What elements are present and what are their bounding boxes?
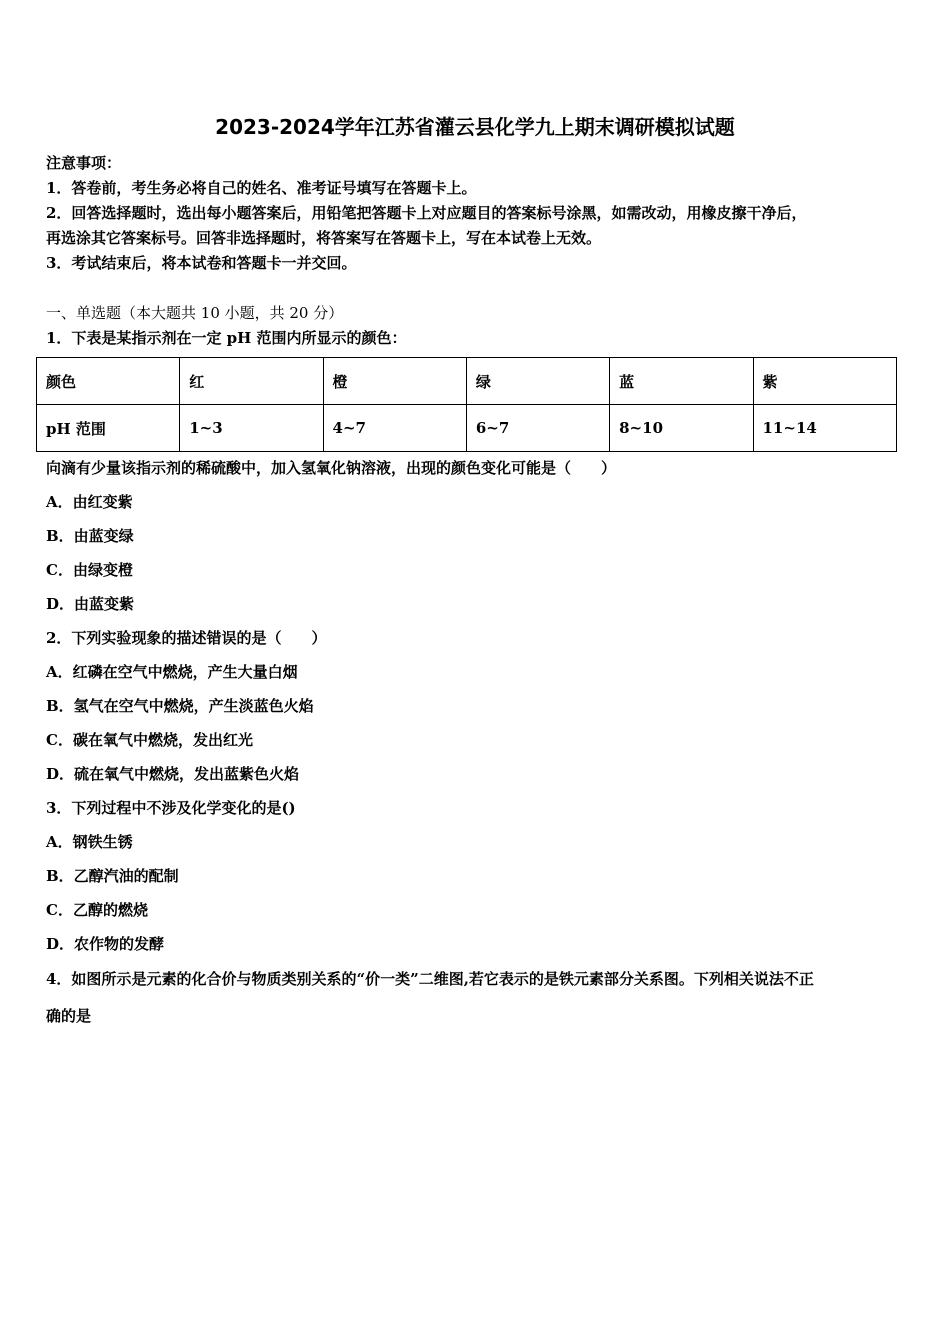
answer-option: B．氢气在空气中燃烧，产生淡蓝色火焰	[46, 697, 314, 715]
answer-option: D．由蓝变紫	[46, 595, 135, 613]
notice-item: 1．答卷前，考生务必将自己的姓名、准考证号填写在答题卡上。	[46, 179, 477, 197]
table-cell: 绿	[466, 358, 609, 405]
table-cell: 6~7	[466, 405, 609, 452]
table-cell: 颜色	[37, 358, 180, 405]
table-cell: 4~7	[323, 405, 466, 452]
ph-color-table	[36, 357, 897, 452]
notice-heading: 注意事项：	[46, 154, 122, 172]
table-cell: 红	[180, 358, 323, 405]
table-row	[37, 358, 897, 405]
table-cell: 8~10	[610, 405, 753, 452]
table-row	[37, 405, 897, 452]
answer-option: D．农作物的发酵	[46, 935, 165, 953]
answer-option: A．钢铁生锈	[46, 833, 133, 851]
section-heading: 一、单选题（本大题共 10 小题，共 20 分）	[46, 304, 344, 322]
table-cell: pH 范围	[37, 405, 180, 452]
table-cell: 蓝	[610, 358, 753, 405]
answer-option: B．由蓝变绿	[46, 527, 134, 545]
answer-option: A．由红变紫	[46, 493, 133, 511]
table-cell: 紫	[753, 358, 897, 405]
answer-option: B．乙醇汽油的配制	[46, 867, 179, 885]
question-4-stem: 4．如图所示是元素的化合价与物质类别关系的“价一类”二维图,若它表示的是铁元素部分关系图。下列相关说法不正	[46, 970, 814, 988]
question-1-text: 向滴有少量该指示剂的稀硫酸中，加入氢氧化钠溶液，出现的颜色变化可能是（ ）	[46, 459, 617, 477]
question-4-stem-continued: 确的是	[46, 1007, 92, 1025]
question-1-stem: 1．下表是某指示剂在一定 pH 范围内所显示的颜色：	[46, 329, 407, 347]
page-title: 2023-2024学年江苏省灌云县化学九上期末调研模拟试题	[215, 115, 735, 139]
question-3-stem: 3．下列过程中不涉及化学变化的是()	[46, 799, 296, 817]
table-cell: 11~14	[753, 405, 897, 452]
notice-item: 3．考试结束后，将本试卷和答题卡一并交回。	[46, 254, 357, 272]
answer-option: D．硫在氧气中燃烧，发出蓝紫色火焰	[46, 765, 300, 783]
answer-option: C．碳在氧气中燃烧，发出红光	[46, 731, 253, 749]
answer-option: A．红磷在空气中燃烧，产生大量白烟	[46, 663, 298, 681]
notice-item: 再选涂其它答案标号。回答非选择题时，将答案写在答题卡上，写在本试卷上无效。	[46, 229, 602, 247]
table-cell: 1~3	[180, 405, 323, 452]
answer-option: C．乙醇的燃烧	[46, 901, 148, 919]
table-cell: 橙	[323, 358, 466, 405]
answer-option: C．由绿变橙	[46, 561, 133, 579]
question-2-stem: 2．下列实验现象的描述错误的是（ ）	[46, 629, 327, 647]
notice-item: 2．回答选择题时，选出每小题答案后，用铅笔把答题卡上对应题目的答案标号涂黑，如需改动，用橡皮擦干净后，	[46, 204, 807, 222]
